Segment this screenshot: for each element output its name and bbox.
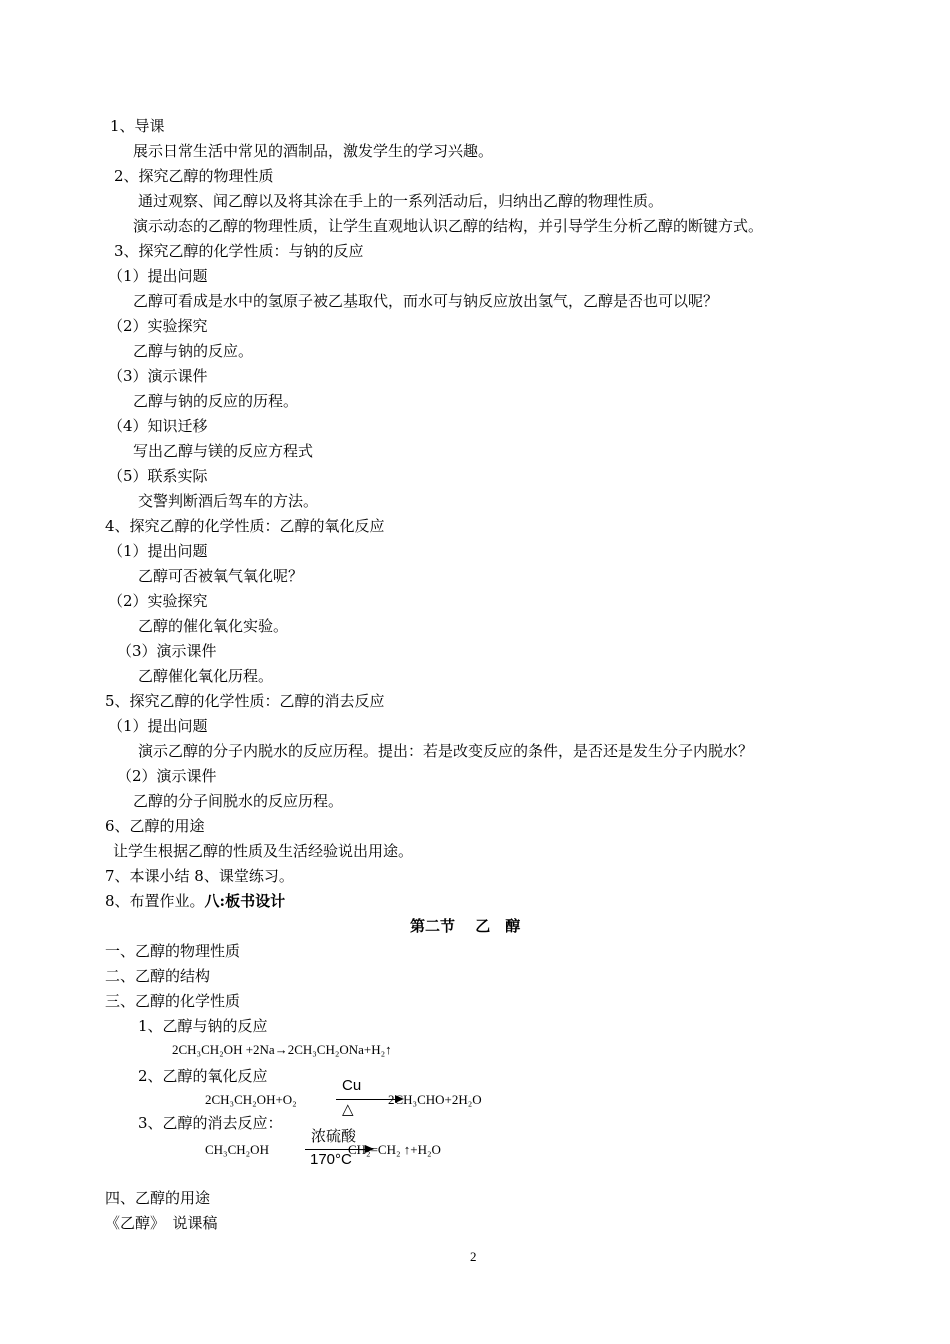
line-29: 6、乙醇的用途 bbox=[105, 817, 205, 835]
board-design-heading: 八:板书设计 bbox=[204, 892, 286, 910]
line-12: 乙醇与钠的反应的历程。 bbox=[133, 392, 299, 410]
line-3: 2、探究乙醇的物理性质 bbox=[114, 167, 274, 185]
line-11: （3）演示课件 bbox=[108, 367, 208, 385]
line-23: 乙醇催化氧化历程。 bbox=[138, 667, 274, 685]
line-14: 写出乙醇与镁的反应方程式 bbox=[133, 442, 314, 460]
page-number: 2 bbox=[470, 1249, 477, 1264]
reaction-2-catalyst: Cu bbox=[342, 1077, 362, 1094]
line-27: （2）演示课件 bbox=[117, 767, 217, 785]
reaction-2-title: 2、乙醇的氧化反应 bbox=[138, 1067, 268, 1085]
board-section-4: 四、乙醇的用途 bbox=[105, 1189, 211, 1207]
line-26: 演示乙醇的分子内脱水的反应历程。提出：若是改变反应的条件，是否还是发生分子内脱水？ bbox=[138, 742, 754, 760]
line-10: 乙醇与钠的反应。 bbox=[133, 342, 254, 360]
line-19: 乙醇可否被氧气氧化呢？ bbox=[138, 567, 304, 585]
board-section-3: 三、乙醇的化学性质 bbox=[105, 992, 241, 1010]
line-22: （3）演示课件 bbox=[117, 642, 217, 660]
line-30: 让学生根据乙醇的性质及生活经验说出用途。 bbox=[113, 842, 414, 860]
line-15: （5）联系实际 bbox=[108, 467, 208, 485]
line-13: （4）知识迁移 bbox=[108, 417, 208, 435]
line-31: 7、本课小结 8、课堂练习。 bbox=[105, 867, 294, 885]
line-17: 4、探究乙醇的化学性质：乙醇的氧化反应 bbox=[105, 517, 385, 535]
reaction-3-catalyst: 浓硫酸 bbox=[311, 1128, 357, 1145]
reaction-3-temperature: 170°C bbox=[310, 1151, 352, 1168]
reaction-3-title: 3、乙醇的消去反应： bbox=[138, 1114, 283, 1132]
line-7: （1）提出问题 bbox=[108, 267, 208, 285]
reaction-2-right: 2CH₃CHO+2H₂O bbox=[388, 1092, 482, 1107]
board-section-1: 一、乙醇的物理性质 bbox=[105, 942, 241, 960]
line-2: 展示日常生活中常见的酒制品，激发学生的学习兴趣。 bbox=[133, 142, 494, 160]
line-8: 乙醇可看成是水中的氢原子被乙基取代，而水可与钠反应放出氢气，乙醇是否也可以呢？ bbox=[133, 292, 719, 310]
reaction-2-left: 2CH₃CH₂OH+O₂ bbox=[205, 1092, 297, 1107]
line-1: 1、导课 bbox=[110, 117, 165, 135]
line-25: （1）提出问题 bbox=[108, 717, 208, 735]
line-4: 通过观察、闻乙醇以及将其涂在手上的一系列活动后，归纳出乙醇的物理性质。 bbox=[138, 192, 664, 210]
reaction-3-left: CH₃CH₂OH bbox=[205, 1142, 269, 1157]
line-16: 交警判断酒后驾车的方法。 bbox=[138, 492, 319, 510]
board-section-2: 二、乙醇的结构 bbox=[105, 967, 211, 985]
reaction-1-title: 1、乙醇与钠的反应 bbox=[138, 1017, 268, 1035]
line-20: （2）实验探究 bbox=[108, 592, 208, 610]
line-6: 3、探究乙醇的化学性质：与钠的反应 bbox=[114, 242, 364, 260]
line-21: 乙醇的催化氧化实验。 bbox=[138, 617, 289, 635]
reaction-1-equation: 2CH₃CH₂OH +2Na→2CH₃CH₂ONa+H₂↑ bbox=[172, 1042, 392, 1057]
reaction-2-heat: △ bbox=[342, 1101, 354, 1118]
board-title: 第二节 乙 醇 bbox=[410, 917, 521, 935]
line-18: （1）提出问题 bbox=[108, 542, 208, 560]
line-32 bbox=[105, 891, 285, 911]
line-24: 5、探究乙醇的化学性质：乙醇的消去反应 bbox=[105, 692, 385, 710]
reaction-3-right: CH₂=CH₂ ↑+H₂O bbox=[348, 1142, 441, 1157]
footer-title: 《乙醇》 说课稿 bbox=[105, 1214, 218, 1232]
line-32-text: 8、布置作业。 bbox=[105, 892, 205, 910]
line-5: 演示动态的乙醇的物理性质，让学生直观地认识乙醇的结构，并引导学生分析乙醇的断键方式。 bbox=[133, 217, 764, 235]
line-28: 乙醇的分子间脱水的反应历程。 bbox=[133, 792, 344, 810]
line-9: （2）实验探究 bbox=[108, 317, 208, 335]
